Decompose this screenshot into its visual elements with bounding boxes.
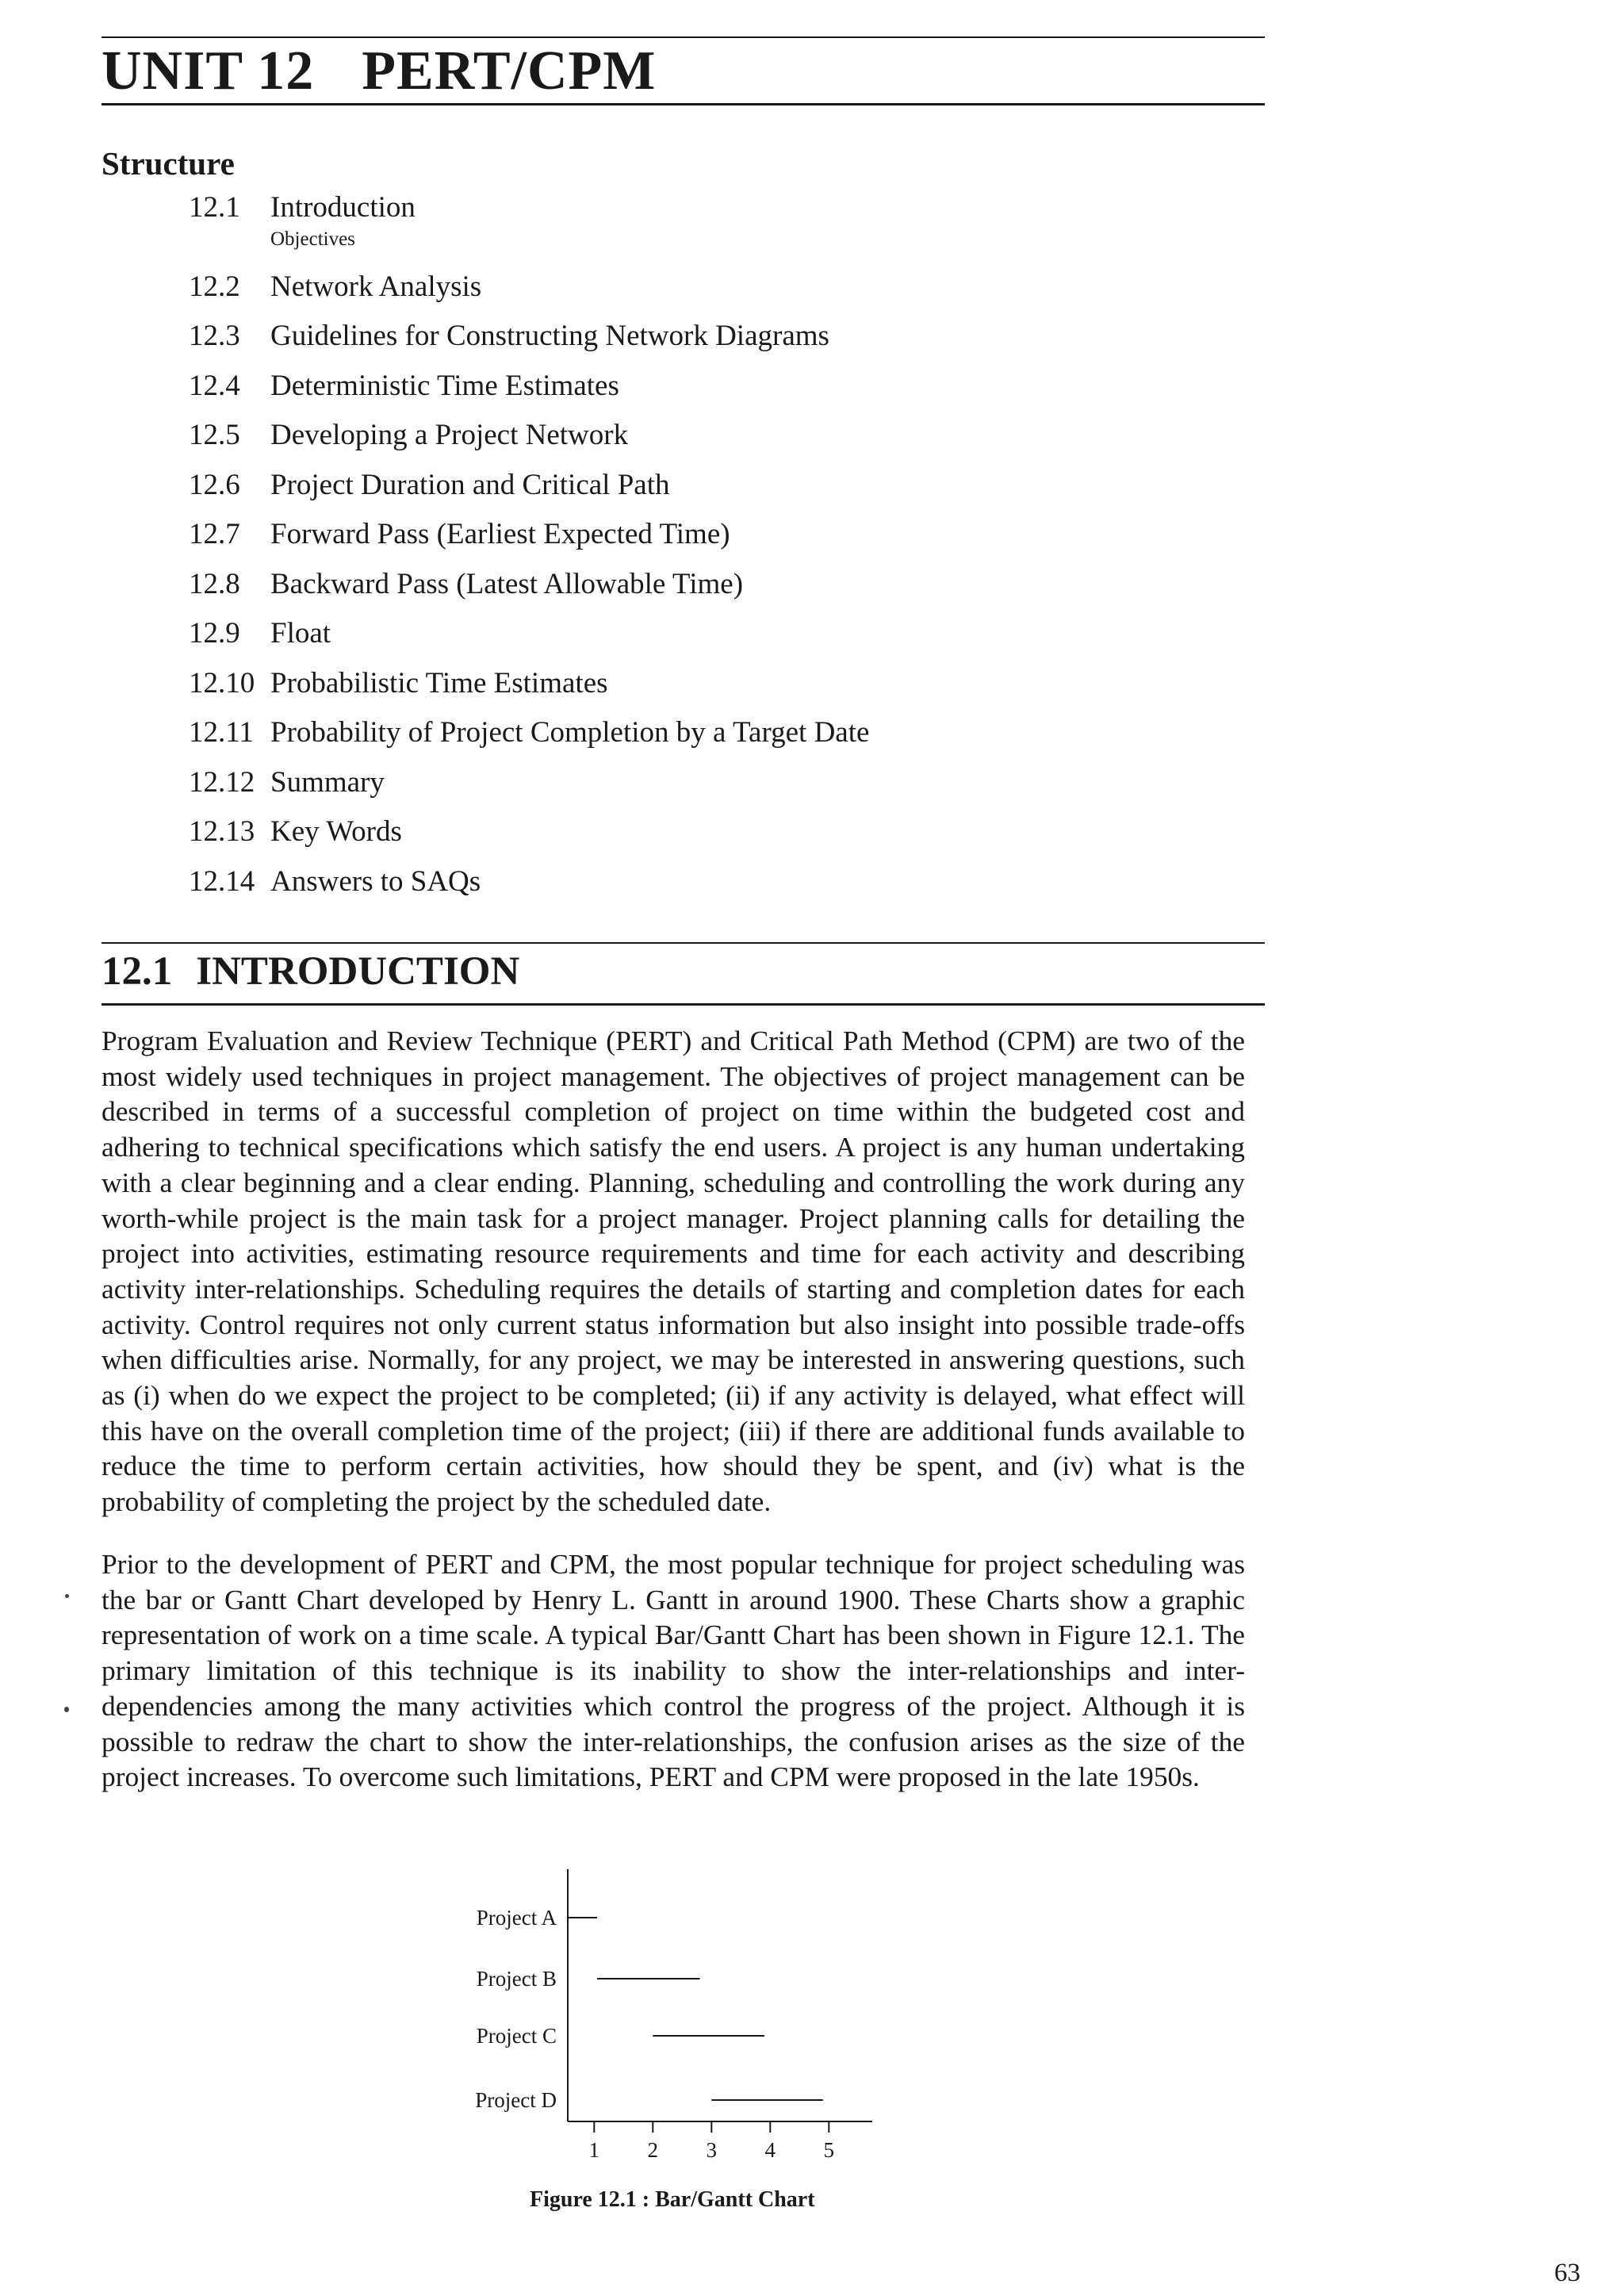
toc-title: Guidelines for Constructing Network Diagrams bbox=[270, 320, 829, 352]
unit-title bbox=[102, 40, 656, 103]
section-rule-lower bbox=[102, 1003, 1265, 1006]
toc-title: Network Analysis bbox=[270, 270, 482, 303]
category-label: Project D bbox=[475, 2088, 557, 2112]
toc-number: 12.10 bbox=[189, 667, 255, 699]
toc-number: 12.5 bbox=[189, 419, 240, 451]
x-tick-label: 3 bbox=[706, 2138, 718, 2162]
toc-number: 12.13 bbox=[189, 815, 255, 848]
x-tick-label: 4 bbox=[764, 2138, 776, 2162]
page-number: 63 bbox=[1554, 2259, 1580, 2287]
toc-subitem: Objectives bbox=[270, 228, 355, 250]
top-rule-upper bbox=[102, 36, 1265, 38]
toc-title: Forward Pass (Earliest Expected Time) bbox=[270, 518, 730, 550]
category-label: Project C bbox=[476, 2024, 557, 2048]
intro-paragraph-1: Program Evaluation and Review Technique (PERT) and Critical Path Method (CPM) are two of the most widely used techniques in project management. The objectives of project management can be described in terms of a successful completion of project on time within the budgeted cost and adhering to technical specifications which satisfy the end users. A project is any human undertaking with a clear beginning and a clear ending. Planning, scheduling and controlling the work during any worth-while project is the main task for a project manager. Project planning calls for detailing the project into activities, estimating resource requirements and time for each activity and describing activity inter-relationships. Scheduling requires the details of starting and completion dates for each activity. Control requires not only current status information but also insight into possible trade-offs when difficulties arise. Normally, for any project, we may be interested in answering questions, such as (i) when do we expect the project to be completed; (ii) if any activity is delayed, what effect will this have on the overall completion time of the project; (iii) if there are additional funds available to reduce the time to perform certain activities, how should they be spent, and (iv) what is the probability of completing the project by the scheduled date. bbox=[102, 1025, 1245, 1518]
category-label: Project A bbox=[476, 1906, 557, 1930]
toc-title: Key Words bbox=[270, 815, 402, 848]
x-tick-label: 1 bbox=[588, 2138, 600, 2162]
toc-number: 12.2 bbox=[189, 270, 240, 303]
toc-number: 12.14 bbox=[189, 865, 255, 898]
scan-speck bbox=[64, 1707, 69, 1712]
section-rule-upper bbox=[102, 942, 1265, 944]
toc-title: Deterministic Time Estimates bbox=[270, 370, 619, 402]
toc-number: 12.7 bbox=[189, 518, 240, 550]
x-tick-label: 5 bbox=[823, 2138, 835, 2162]
toc-title: Backward Pass (Latest Allowable Time) bbox=[270, 568, 744, 600]
toc-title: Probabilistic Time Estimates bbox=[270, 667, 608, 699]
gantt-chart bbox=[412, 1860, 967, 2232]
section-number: 12.1 bbox=[102, 949, 173, 994]
toc-title: Probability of Project Completion by a Target Date bbox=[270, 716, 870, 749]
toc-title: Summary bbox=[270, 766, 385, 799]
toc-title: Answers to SAQs bbox=[270, 865, 481, 898]
structure-heading: Structure bbox=[102, 145, 235, 182]
scan-speck bbox=[65, 1594, 69, 1598]
toc-number: 12.3 bbox=[189, 320, 240, 352]
gantt-chart-svg bbox=[412, 1860, 967, 2232]
toc-title: Developing a Project Network bbox=[270, 419, 629, 451]
toc-number: 12.12 bbox=[189, 766, 255, 799]
toc-number: 12.6 bbox=[189, 469, 240, 501]
toc-number: 12.1 bbox=[189, 191, 240, 224]
toc-title: Introduction bbox=[270, 191, 416, 224]
category-label: Project B bbox=[476, 1967, 557, 1991]
section-heading bbox=[102, 949, 519, 995]
x-tick-label: 2 bbox=[647, 2138, 659, 2162]
toc-number: 12.11 bbox=[189, 716, 254, 749]
toc-number: 12.8 bbox=[189, 568, 240, 600]
toc-number: 12.4 bbox=[189, 370, 240, 402]
section-title: INTRODUCTION bbox=[196, 949, 520, 994]
toc-number: 12.9 bbox=[189, 617, 240, 650]
top-rule-lower bbox=[102, 103, 1265, 105]
unit-number: UNIT 12 bbox=[102, 40, 315, 102]
toc-title: Project Duration and Critical Path bbox=[270, 469, 670, 501]
unit-name: PERT/CPM bbox=[362, 40, 657, 102]
toc-title: Float bbox=[270, 617, 331, 650]
figure-caption: Figure 12.1 : Bar/Gantt Chart bbox=[530, 2187, 815, 2212]
intro-paragraph-2: Prior to the development of PERT and CPM, the most popular technique for project scheduling was the bar or Gantt Chart developed by Henry L. Gantt in around 1900. These Charts show a graphic representation of work on a time scale. A typical Bar/Gantt Chart has been shown in Figure 12.1. The primary limitation of this technique is its inability to show the inter-relationships and inter-dependencies among the many activities which control the progress of the project. Although it is possible to redraw the chart to show the inter-relationships, the confusion arises as the size of the project increases. To overcome such limitations, PERT and CPM were proposed in the late 1950s. bbox=[102, 1548, 1245, 1793]
